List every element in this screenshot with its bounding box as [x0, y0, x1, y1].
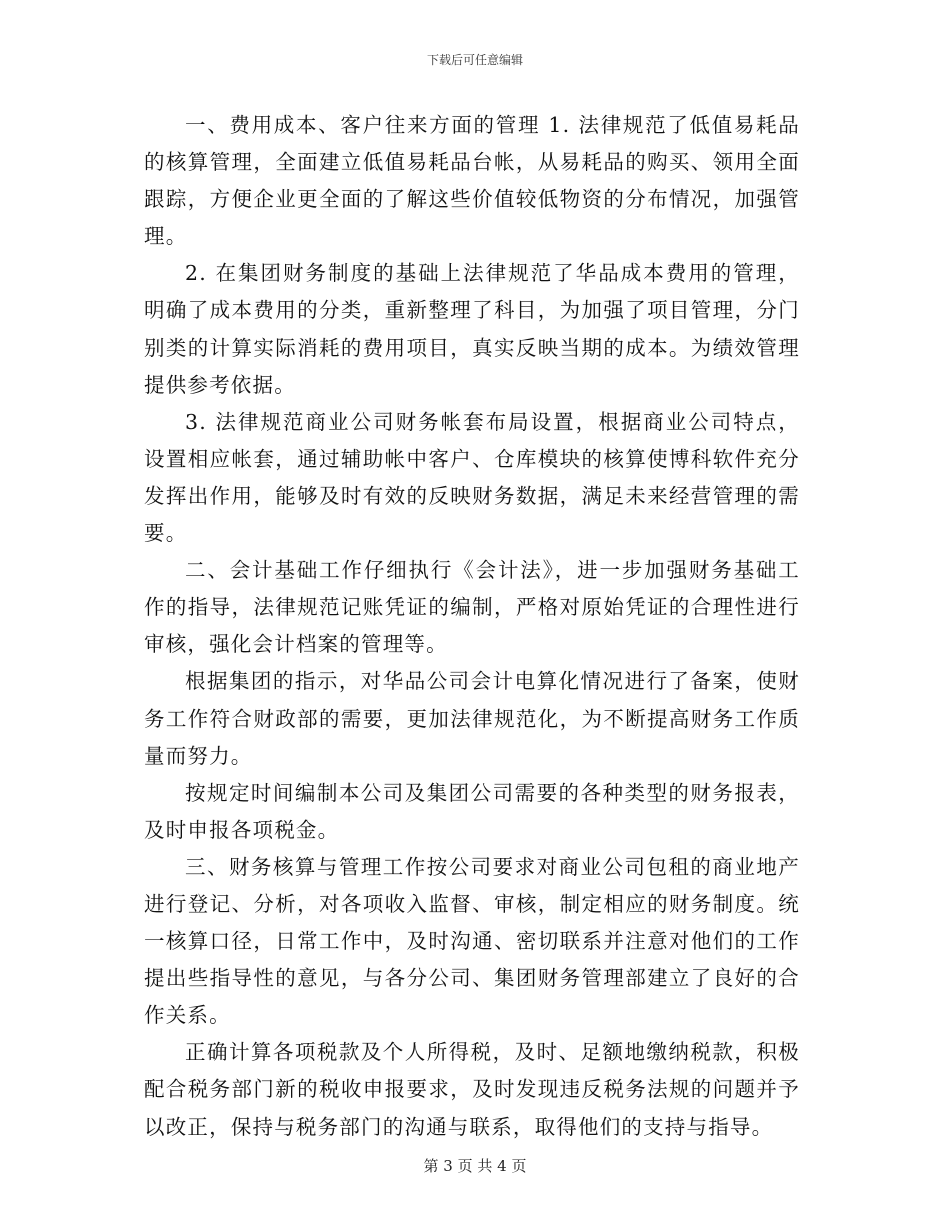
- page-number: 第 3 页 共 4 页: [423, 1157, 527, 1175]
- document-body: [144, 107, 800, 1146]
- paragraph-financial-reports: 按规定时间编制本公司及集团公司需要的各种类型的财务报表，及时申报各项税金。: [144, 780, 800, 842]
- paragraph-tax-calculation: 正确计算各项税款及个人所得税，及时、足额地缴纳税款，积极配合税务部门新的税收申报要求，及时发现违反税务法规的问题并予以改正，保持与税务部门的沟通与联系，取得他们的支持与指导。: [144, 1040, 800, 1139]
- page-header-note: 下载后可任意编辑: [426, 53, 523, 67]
- paragraph-financial-accounting: 三、财务核算与管理工作按公司要求对商业公司包租的商业地产进行登记、分析，对各项收入监督、审核，制定相应的财务制度。统一核算口径，日常工作中，及时沟通、密切联系并注意对他们的工作提出些指导性的意见，与各分公司、集团财务管理部建立了良好的合作关系。: [144, 854, 800, 1028]
- paragraph-cost-accounting: 2. 在集团财务制度的基础上法律规范了华品成本费用的管理，明确了成本费用的分类，重新整理了科目，为加强了项目管理，分门别类的计算实际消耗的费用项目，真实反映当期的成本。为绩效管理提供参考依据。: [144, 261, 800, 397]
- paragraph-accounting-basics: 二、会计基础工作仔细执行《会计法》，进一步加强财务基础工作的指导，法律规范记账凭证的编制，严格对原始凭证的合理性进行审核，强化会计档案的管理等。: [144, 558, 800, 657]
- paragraph-computerization: 根据集团的指示，对华品公司会计电算化情况进行了备案，使财务工作符合财政部的需要，更加法律规范化，为不断提高财务工作质量而努力。: [144, 669, 800, 768]
- paragraph-expense-management: 一、费用成本、客户往来方面的管理 1. 法律规范了低值易耗品的核算管理，全面建立低值易耗品台帐，从易耗品的购买、领用全面跟踪，方便企业更全面的了解这些价值较低物资的分布情况，加强管理。: [144, 113, 800, 249]
- paragraph-ledger-setup: 3. 法律规范商业公司财务帐套布局设置，根据商业公司特点，设置相应帐套，通过辅助帐中客户、仓库模块的核算使博科软件充分发挥出作用，能够及时有效的反映财务数据，满足未来经营管理的需要。: [144, 409, 800, 546]
